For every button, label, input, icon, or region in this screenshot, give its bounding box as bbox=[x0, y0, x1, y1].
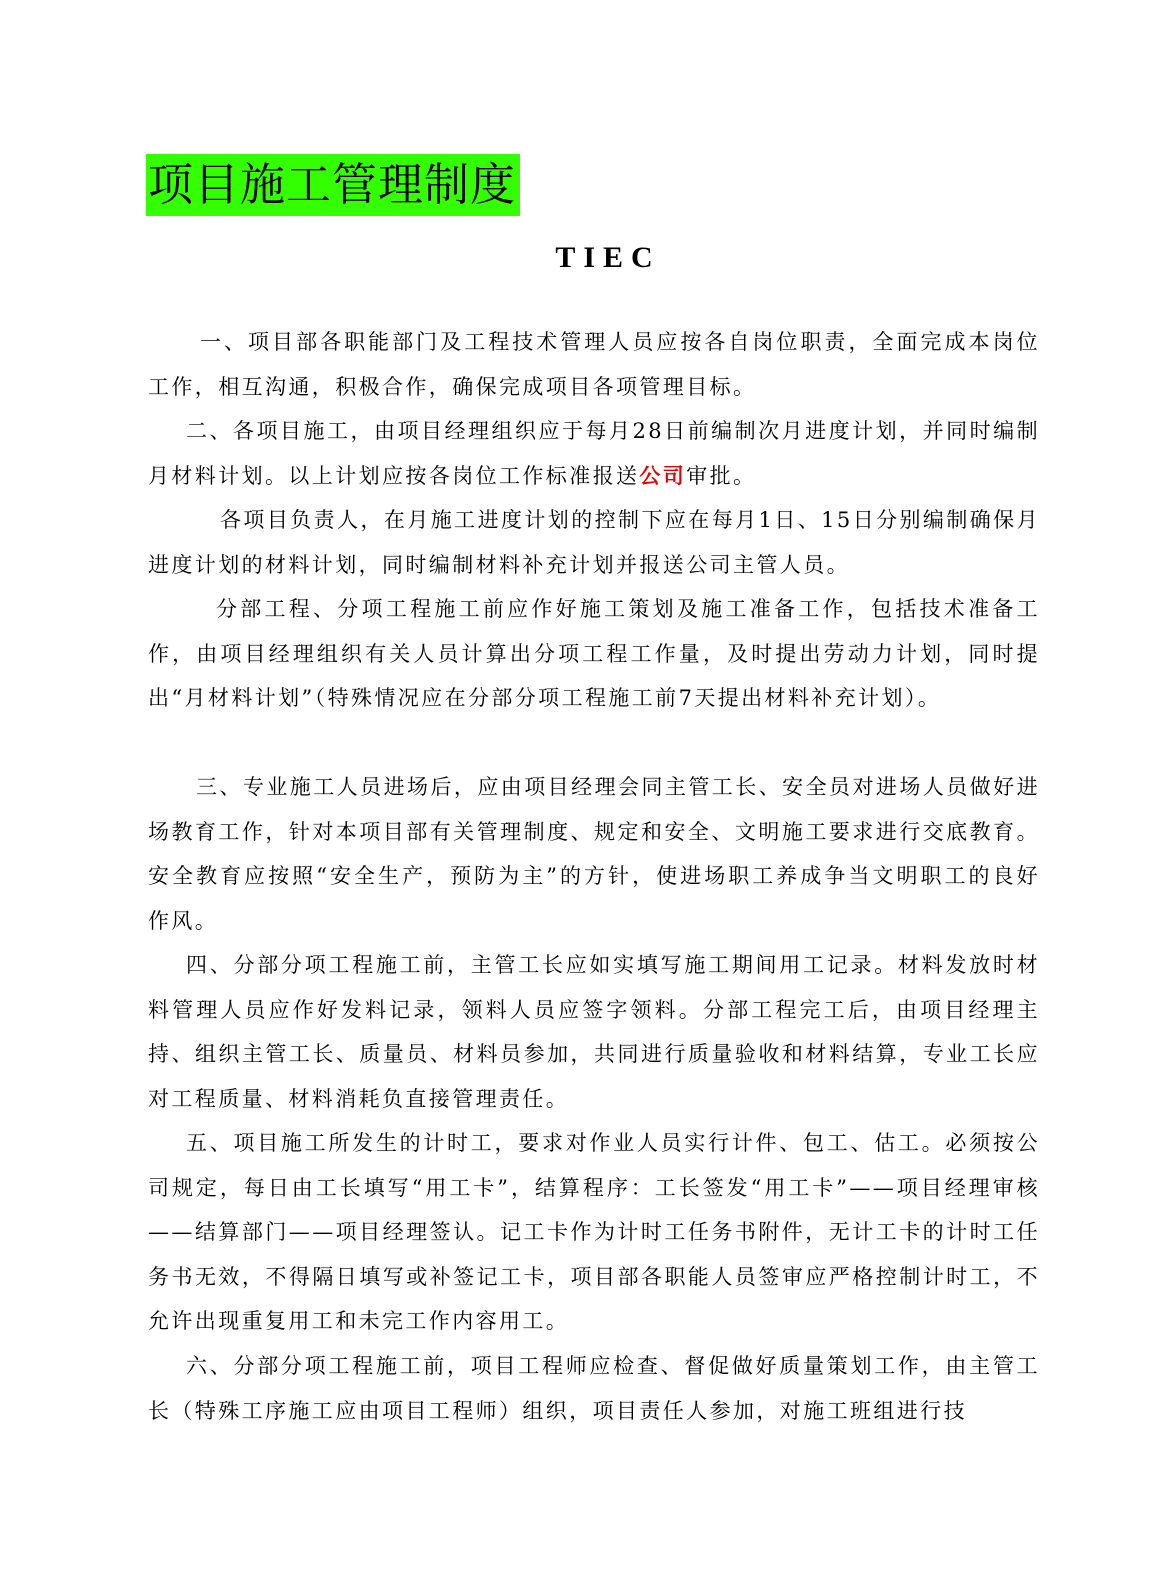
paragraph-5: 三、专业施工人员进场后，应由项目经理会同主管工长、安全员对进场人员做好进场教育工作，针对本项目部有关管理制度、规定和安全、文明施工要求进行交底教育。安全教育应按照“安全生产，预防为主”的方针，使进场职工养成争当文明职工的良好作风。 bbox=[148, 775, 1040, 933]
paragraph-1: 一、项目部各职能部门及工程技术管理人员应按各自岗位职责，全面完成本岗位工作，相互沟通，积极合作，确保完成项目各项管理目标。 bbox=[148, 330, 1040, 399]
paragraph-7: 五、项目施工所发生的计时工，要求对作业人员实行计件、包工、估工。必须按公司规定，每日由工长填写“用工卡”，结算程序：工长签发“用工卡”——项目经理审核——结算部门——项目经理签认。记工卡作为计时工任务书附件，无计工卡的计时工任务书无效，不得隔日填写或补签记工卡，项目部各职能人员签审应严格控制计时工，不允许出现重复用工和未完工作内容用工。 bbox=[148, 1131, 1040, 1333]
organization-name: TIEC bbox=[555, 241, 661, 274]
paragraph-2-text-b: 审批。 bbox=[686, 463, 757, 488]
document-title: 项目施工管理制度 bbox=[146, 154, 520, 216]
paragraph-2-text-a: 二、各项目施工，由项目经理组织应于每月28日前编制次月进度计划，并同时编制月材料计划。以上计划应按各岗位工作标准报送 bbox=[148, 419, 1040, 488]
paragraph-3: 各项目负责人，在月施工进度计划的控制下应在每月1日、15日分别编制确保月进度计划的材料计划，同时编制材料补充计划并报送公司主管人员。 bbox=[148, 508, 1040, 577]
paragraph-2 bbox=[148, 409, 1040, 498]
paragraph-8: 六、分部分项工程施工前，项目工程师应检查、督促做好质量策划工作，由主管工长（特殊工序施工应由项目工程师）组织，项目责任人参加，对施工班组进行技 bbox=[148, 1354, 1040, 1423]
paragraph-4: 分部工程、分项工程施工前应作好施工策划及施工准备工作，包括技术准备工作，由项目经理组织有关人员计算出分项工程工作量，及时提出劳动力计划，同时提出“月材料计划”（特殊情况应在分部分项工程施工前7天提出材料补充计划）。 bbox=[148, 597, 1040, 710]
paragraph-6: 四、分部分项工程施工前，主管工长应如实填写施工期间用工记录。材料发放时材料管理人员应作好发料记录，领料人员应签字领料。分部工程完工后，由项目经理主持、组织主管工长、质量员、材料员参加，共同进行质量验收和材料结算，专业工长应对工程质量、材料消耗负直接管理责任。 bbox=[148, 953, 1040, 1111]
highlighted-word: 公司 bbox=[639, 462, 687, 488]
